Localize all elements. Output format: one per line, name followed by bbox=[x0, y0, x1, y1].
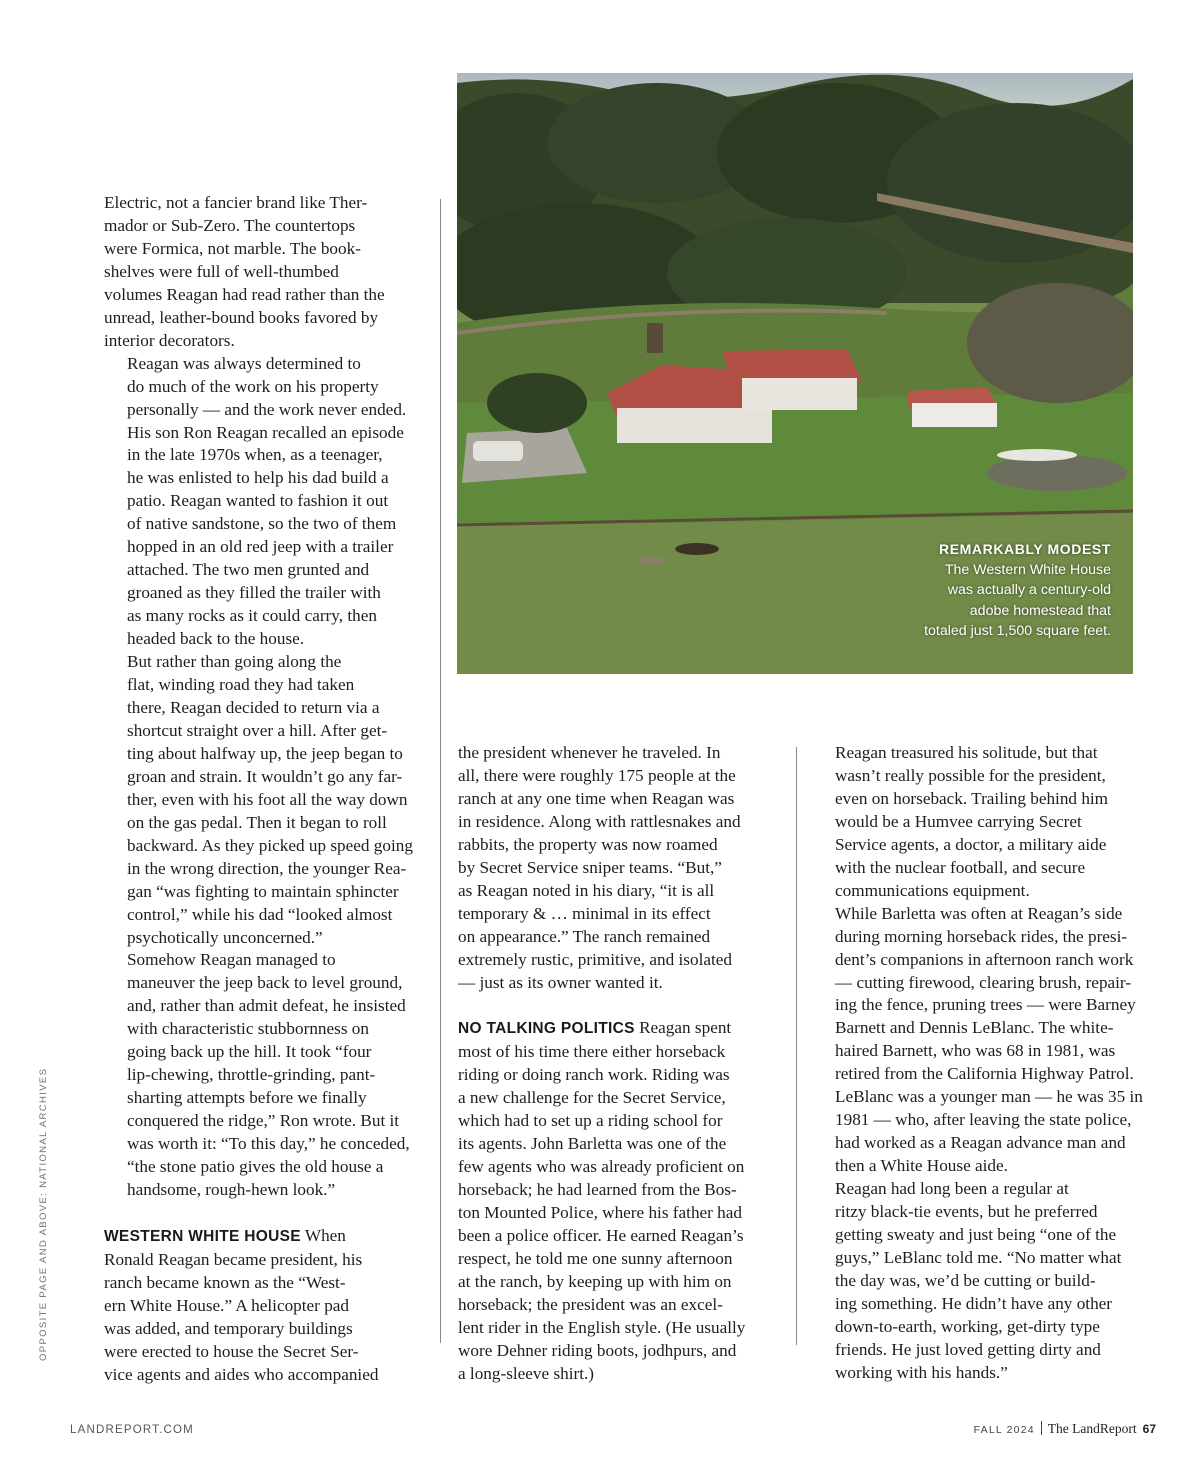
section-heading: WESTERN WHITE HOUSE bbox=[104, 1227, 301, 1245]
text-line: But rather than going along the bbox=[127, 652, 342, 672]
text-line: lent rider in the English style. (He usually bbox=[458, 1317, 746, 1337]
column-divider bbox=[796, 747, 797, 1345]
paragraph bbox=[458, 1041, 745, 1385]
text-line: would be a Humvee carrying Secret bbox=[835, 811, 1082, 831]
text-line: LeBlanc was a younger man — he was 35 in bbox=[835, 1087, 1143, 1107]
text-line: ther, even with his foot all the way down bbox=[127, 789, 408, 809]
text-line: control,” while his dad “looked almost bbox=[127, 904, 393, 924]
text-line: shelves were full of well-thumbed bbox=[104, 261, 339, 281]
text-line: wasn’t really possible for the president, bbox=[835, 765, 1106, 785]
text-line: ting about halfway up, the jeep began to bbox=[127, 743, 403, 763]
text-line: — cutting firewood, clearing brush, repair- bbox=[835, 972, 1132, 992]
text-line: its agents. John Barletta was one of the bbox=[458, 1134, 727, 1154]
text-line: ritzy black-tie events, but he preferred bbox=[835, 1202, 1098, 1222]
text-line: ranch became known as the “West- bbox=[104, 1272, 346, 1292]
photo-caption bbox=[924, 539, 1111, 642]
paragraph bbox=[104, 651, 413, 949]
text-line: mador or Sub-Zero. The countertops bbox=[104, 215, 356, 235]
text-line: as Reagan noted in his diary, “it is all bbox=[458, 880, 715, 900]
text-line: there, Reagan decided to return via a bbox=[127, 697, 380, 717]
section-lead-line bbox=[104, 1225, 413, 1249]
text-line: maneuver the jeep back to level ground, bbox=[127, 973, 403, 993]
text-line: down-to-earth, working, get-dirty type bbox=[835, 1316, 1100, 1336]
text-line: a new challenge for the Secret Service, bbox=[458, 1088, 726, 1108]
text-line: groaned as they filled the trailer with bbox=[127, 583, 381, 603]
text-line: was actually a century-old bbox=[947, 582, 1111, 598]
article-column-3 bbox=[812, 742, 1143, 1385]
article-column-1 bbox=[104, 192, 413, 1387]
text-line: backward. As they picked up speed going bbox=[127, 835, 413, 855]
text-line: horseback; the president was an excel- bbox=[458, 1294, 723, 1314]
text-line: ing something. He didn’t have any other bbox=[835, 1293, 1113, 1313]
caption-heading: REMARKABLY MODEST bbox=[939, 541, 1111, 557]
text-line: few agents who was already proficient on bbox=[458, 1157, 745, 1177]
paragraph bbox=[104, 1249, 413, 1387]
text-line: Ronald Reagan became president, his bbox=[104, 1249, 363, 1269]
ranch-photo bbox=[457, 73, 1133, 674]
text-line: haired Barnett, who was 68 in 1981, was bbox=[835, 1041, 1116, 1061]
page-number: 67 bbox=[1142, 1422, 1156, 1436]
paragraph bbox=[458, 742, 745, 994]
text-line: The Western White House bbox=[944, 561, 1111, 578]
text-line: going back up the hill. It took “four bbox=[127, 1042, 372, 1062]
text-line: personally — and the work never ended. bbox=[127, 399, 407, 419]
text-line: groan and strain. It wouldn’t go any far- bbox=[127, 766, 403, 786]
text-line: psychotically unconcerned.” bbox=[127, 927, 323, 947]
text-line: unread, leather-bound books favored by bbox=[104, 307, 379, 327]
text-line: then a White House aide. bbox=[835, 1156, 1008, 1176]
text-line: by Secret Service sniper teams. “But,” bbox=[458, 857, 722, 877]
text-line: working with his hands.” bbox=[835, 1362, 1008, 1382]
text-line: vice agents and aides who accompanied bbox=[104, 1364, 379, 1384]
text-line: most of his time there either horseback bbox=[458, 1042, 726, 1062]
text-line: in the wrong direction, the younger Rea- bbox=[127, 858, 407, 878]
section-lead-text: Reagan spent bbox=[634, 1018, 732, 1038]
text-line: which had to set up a riding school for bbox=[458, 1111, 723, 1131]
text-line: a long-sleeve shirt.) bbox=[458, 1363, 595, 1383]
article-column-2 bbox=[458, 742, 745, 1386]
paragraph bbox=[812, 742, 1143, 903]
text-line: even on horseback. Trailing behind him bbox=[835, 788, 1109, 808]
text-line: rabbits, the property was now roamed bbox=[458, 834, 718, 854]
section-heading: NO TALKING POLITICS bbox=[458, 1020, 635, 1038]
text-line: on appearance.” The ranch remained bbox=[458, 926, 711, 946]
text-line: all, there were roughly 175 people at the bbox=[458, 765, 736, 785]
text-line: totaled just 1,500 square feet. bbox=[924, 623, 1111, 639]
text-line: hopped in an old red jeep with a trailer bbox=[127, 537, 394, 557]
text-line: sharting attempts before we finally bbox=[127, 1088, 367, 1108]
text-line: patio. Reagan wanted to fashion it out bbox=[127, 491, 389, 511]
text-line: on the gas pedal. Then it began to roll bbox=[127, 812, 387, 832]
text-line: riding or doing ranch work. Riding was bbox=[458, 1065, 730, 1085]
text-line: headed back to the house. bbox=[127, 629, 305, 649]
text-line: Reagan had long been a regular at bbox=[835, 1179, 1069, 1199]
text-line: While Barletta was often at Reagan’s side bbox=[835, 903, 1123, 923]
paragraph bbox=[812, 903, 1143, 1178]
text-line: been a police officer. He earned Reagan’s bbox=[458, 1226, 744, 1246]
text-line: shortcut straight over a hill. After get- bbox=[127, 720, 388, 740]
folio bbox=[974, 1421, 1156, 1437]
text-line: in residence. Along with rattlesnakes and bbox=[458, 811, 741, 831]
text-line: interior decorators. bbox=[104, 330, 235, 350]
text-line: dent’s companions in afternoon ranch work bbox=[835, 949, 1134, 969]
text-line: do much of the work on his property bbox=[127, 376, 379, 396]
text-line: was worth it: “To this day,” he conceded, bbox=[127, 1134, 410, 1154]
text-line: he was enlisted to help his dad build a bbox=[127, 468, 389, 488]
text-line: with characteristic stubbornness on bbox=[127, 1019, 369, 1039]
text-line: — just as its owner wanted it. bbox=[458, 972, 663, 992]
text-line: Barnett and Dennis LeBlanc. The white- bbox=[835, 1018, 1114, 1038]
text-line: Service agents, a doctor, a military aide bbox=[835, 834, 1107, 854]
text-line: and, rather than admit defeat, he insisted bbox=[127, 996, 406, 1016]
column-divider bbox=[440, 199, 441, 1343]
paragraph bbox=[104, 192, 413, 353]
text-line: communications equipment. bbox=[835, 880, 1030, 900]
text-line: retired from the California Highway Patrol. bbox=[835, 1064, 1134, 1084]
text-line: in the late 1970s when, as a teenager, bbox=[127, 445, 383, 465]
text-line: at the ranch, by keeping up with him on bbox=[458, 1271, 732, 1291]
text-line: with the nuclear football, and secure bbox=[835, 857, 1086, 877]
photo-credit: OPPOSITE PAGE AND ABOVE: NATIONAL ARCHIVES bbox=[38, 1067, 49, 1361]
text-line: extremely rustic, primitive, and isolated bbox=[458, 949, 732, 969]
text-line: wore Dehner riding boots, jodhpurs, and bbox=[458, 1340, 737, 1360]
text-line: Somehow Reagan managed to bbox=[127, 950, 336, 970]
text-line: was added, and temporary buildings bbox=[104, 1318, 353, 1338]
text-line: 1981 — who, after leaving the state police, bbox=[835, 1110, 1132, 1130]
text-line: ranch at any one time when Reagan was bbox=[458, 788, 735, 808]
text-line: temporary & … minimal in its effect bbox=[458, 903, 711, 923]
text-line: “the stone patio gives the old house a bbox=[127, 1157, 384, 1177]
text-line: adobe homestead that bbox=[969, 602, 1111, 619]
text-line: lip-chewing, throttle-grinding, pant- bbox=[127, 1065, 376, 1085]
folio-divider bbox=[1041, 1421, 1042, 1435]
text-line: guys,” LeBlanc told me. “No matter what bbox=[835, 1247, 1122, 1267]
text-line: of native sandstone, so the two of them bbox=[127, 514, 397, 534]
issue-date: FALL 2024 bbox=[973, 1424, 1035, 1436]
text-line: horseback; he had learned from the Bos- bbox=[458, 1180, 737, 1200]
text-line: during morning horseback rides, the presi- bbox=[835, 926, 1128, 946]
text-line: ton Mounted Police, where his father had bbox=[458, 1203, 742, 1223]
text-line: gan “was fighting to maintain sphincter bbox=[127, 881, 399, 901]
paragraph bbox=[104, 949, 413, 1201]
paragraph bbox=[104, 353, 413, 651]
text-line: flat, winding road they had taken bbox=[127, 675, 355, 695]
text-line: Reagan treasured his solitude, but that bbox=[835, 743, 1098, 762]
text-line: respect, he told me one sunny afternoon bbox=[458, 1249, 733, 1269]
caption-text bbox=[924, 560, 1111, 642]
text-line: as many rocks as it could carry, then bbox=[127, 606, 377, 626]
section-lead-text: When bbox=[300, 1225, 346, 1245]
text-line: handsome, rough-hewn look.” bbox=[127, 1179, 336, 1199]
text-line: had worked as a Reagan advance man and bbox=[835, 1133, 1126, 1153]
text-line: volumes Reagan had read rather than the bbox=[104, 284, 385, 304]
text-line: friends. He just loved getting dirty and bbox=[835, 1339, 1101, 1359]
paragraph bbox=[812, 1178, 1143, 1385]
text-line: Electric, not a fancier brand like Ther- bbox=[104, 193, 368, 212]
text-line: ing the fence, pruning trees — were Barney bbox=[835, 995, 1136, 1015]
text-line: Reagan was always determined to bbox=[127, 353, 361, 373]
text-line: His son Ron Reagan recalled an episode bbox=[127, 422, 404, 442]
section-lead-line bbox=[458, 1017, 745, 1041]
text-line: were erected to house the Secret Ser- bbox=[104, 1341, 359, 1361]
text-line: conquered the ridge,” Ron wrote. But it bbox=[127, 1111, 400, 1131]
text-line: were Formica, not marble. The book- bbox=[104, 238, 361, 258]
text-line: the day was, we’d be cutting or build- bbox=[835, 1270, 1096, 1290]
footer-site-url[interactable]: LANDREPORT.COM bbox=[70, 1424, 194, 1436]
text-line: the president whenever he traveled. In bbox=[458, 743, 721, 762]
magazine-name: The LandReport bbox=[1047, 1421, 1137, 1436]
text-line: attached. The two men grunted and bbox=[127, 560, 370, 580]
text-line: ern White House.” A helicopter pad bbox=[104, 1295, 350, 1315]
text-line: getting sweaty and just being “one of the bbox=[835, 1225, 1117, 1245]
